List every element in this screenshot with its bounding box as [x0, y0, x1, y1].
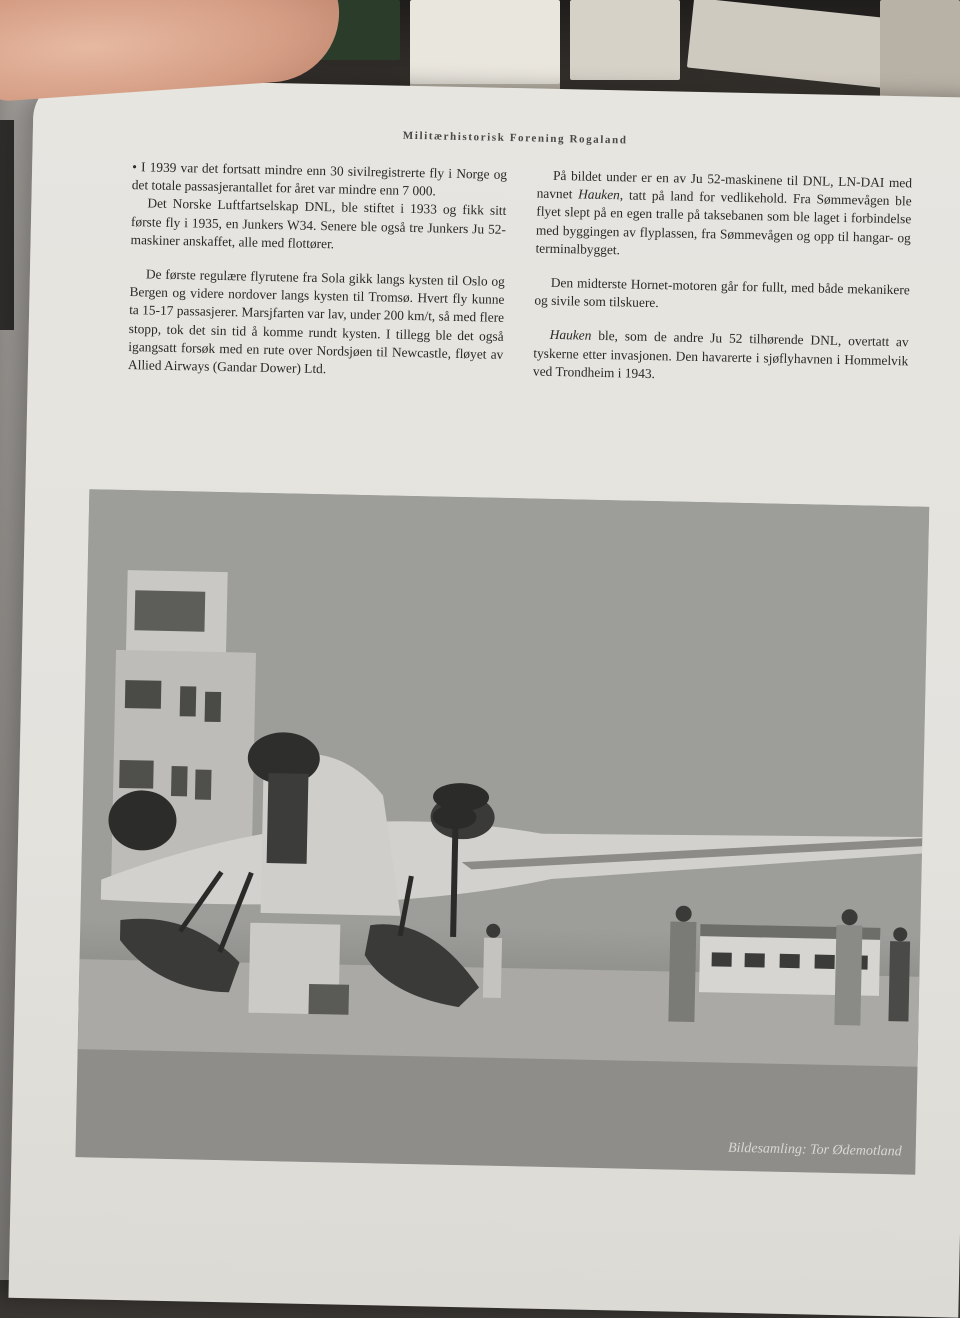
photo-scene — [75, 489, 929, 1174]
book-page — [8, 78, 960, 1318]
facing-page-photo-edge — [0, 120, 14, 330]
paragraph-photo-description: På bildet under er en av Ju 52-maskinene til DNL, LN-DAI med navnet Hauken, tatt på land for vedlikehold. Fra Sømmevågen ble flyet slept på en egen tralle på taksebanen som ble laget i forbindelse med byggingen av flyplassen, fra Sømmevågen og opp til hangar- og terminalbygget. — [535, 167, 913, 258]
running-header: Militærhistorisk Forening Rogaland — [402, 129, 628, 147]
background-book — [410, 0, 560, 92]
historical-photo — [75, 489, 929, 1174]
aircraft-name: Hauken — [578, 186, 620, 203]
background-book — [880, 0, 960, 100]
aircraft-name: Hauken — [549, 327, 592, 344]
background-book — [687, 0, 893, 88]
paragraph-bullet: • I 1939 var det fortsatt mindre enn 30 sivilregistrerte fly i Norge og det totale passasjerantallet for året var mindre enn 7 000. — [131, 159, 508, 199]
paragraph-routes: De første regulære flyrutene fra Sola gikk langs kysten til Oslo og Bergen og videre nordover langs kysten til Tromsø. Hvert fly kunne ta 15-17 passasjerer. Marsjfarten var lav, under 200 km/t, så med flere stopp, tok det sin tid å komme rundt kysten. I tillegg ble det også igangsatt forsøk med en rute over Nordsjøen til Newcastle, fløyet av Allied Airways (Gandar Dower) Ltd. — [127, 266, 506, 377]
text-column-left — [128, 158, 507, 382]
text-column-right — [533, 167, 912, 389]
paragraph-dnl: Det Norske Luftfartselskap DNL, ble stiftet i 1933 og fikk sitt første fly i 1935, en Junkers W34. Senere ble også tre Junkers Ju 52-maskiner anskaffet, alle med flottører. — [130, 195, 507, 252]
paragraph-fate: Hauken ble, som de andre Ju 52 tilhørende DNL, overtatt av tyskerne etter invasjonen. Den havarerte i sjøflyhavnen i Hommelvik ved Trondheim i 1943. — [532, 327, 909, 381]
paragraph-engine: Den midterste Hornet-motoren går for fullt, med både mekanikere og sivile som tilskuere. — [534, 274, 910, 311]
background-book — [570, 0, 680, 80]
photo-credit: Bildesamling: Tor Ødemotland — [727, 1140, 902, 1160]
